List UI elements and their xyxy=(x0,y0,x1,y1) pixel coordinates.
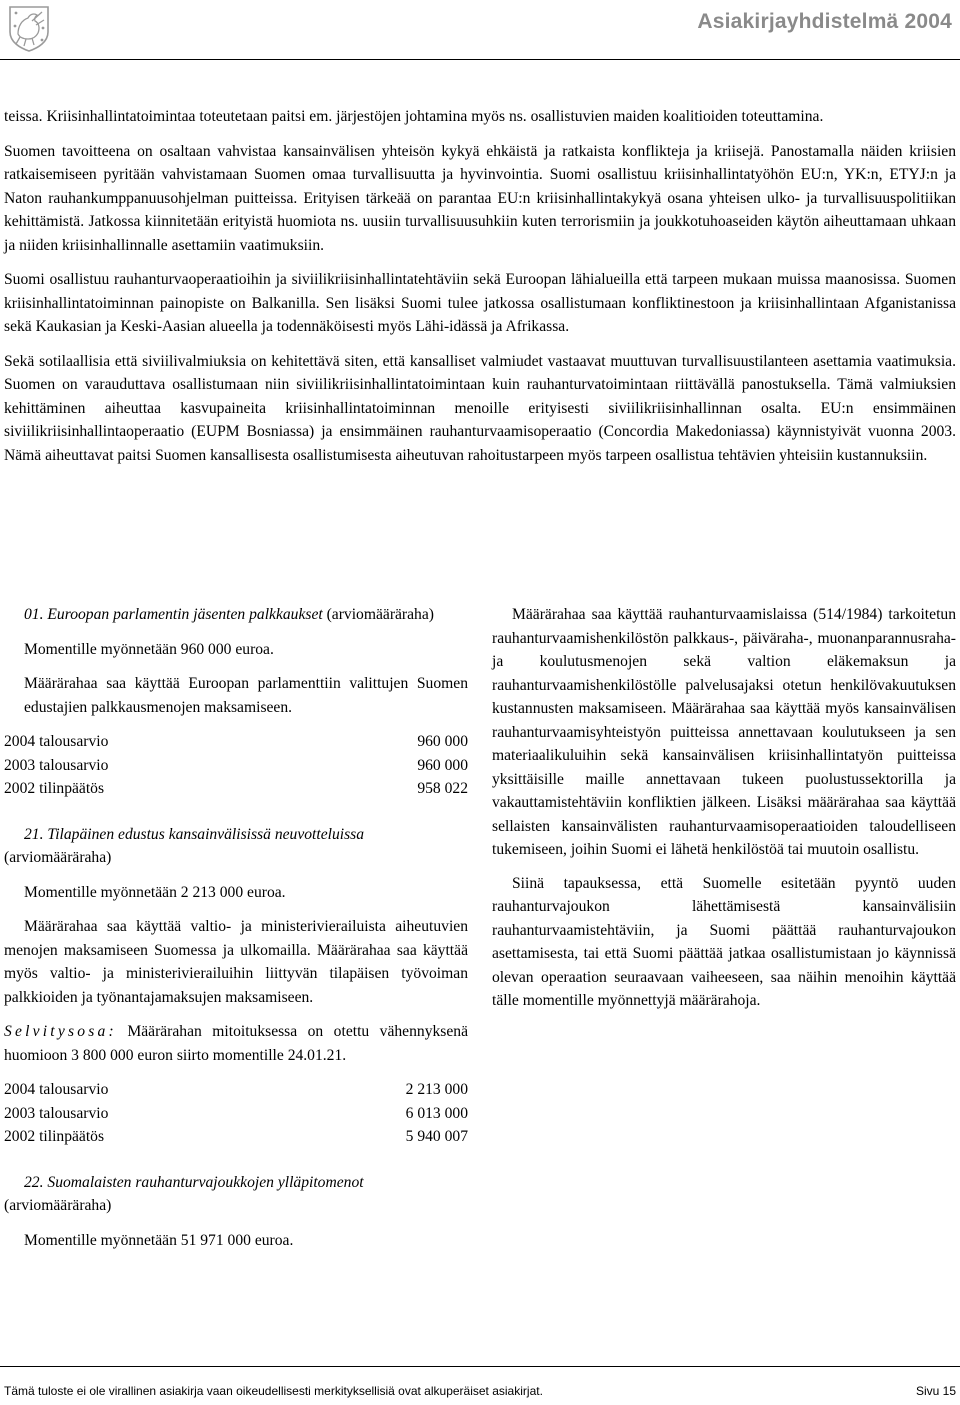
item-title: Suomalaisten rauhanturvajoukkojen ylläpitomenot xyxy=(47,1173,364,1191)
left-column xyxy=(4,603,468,1263)
budget-row: 2003 talousarvio 960 000 xyxy=(4,756,468,774)
explanation-label: Selvitysosa: xyxy=(4,1023,117,1040)
footer-notice: Tämä tuloste ei ole virallinen asiakirja vaan oikeudellisesti merkityksellisiä ovat alkuperäiset asiakirjat. xyxy=(4,1384,543,1398)
item-title: Tilapäinen edustus kansainvälisissä neuvotteluissa xyxy=(47,825,365,843)
item-number: 01. xyxy=(24,606,44,623)
item-heading-21 xyxy=(4,823,468,870)
appropriation: Momentille myönnetään 51 971 000 euroa. xyxy=(24,1231,294,1249)
item-heading-22 xyxy=(4,1171,468,1218)
paragraph: Sekä sotilaallisia että siviilivalmiuksia on kehitettävä siten, että kansalliset valmiudet vastaavat muuttuvan turvallisuustilanteen asettamia vaatimuksia. Suomen on varauduttava osallistumaan niin siviilikriisinhallintatoimintaan kuin rauhanturvatoimintaan riittävällä panostuksella. Tämä valmiuksien kehittäminen aiheuttaa kasvupaineita kriisinhallintatoiminnan menoille erityisesti siviilikriisinhallinnan osalta. EU:n ensimmäinen siviilikriisinhallintaoperaatio (EUPM Bosniassa) ja ensimmäinen rauhanturvaamisoperaatio (Concordia Makedoniassa) käynnistyivät vuonna 2003. Nämä aiheuttavat paitsi Suomen kansallisesta osallistumisesta aiheutuvan rahoitustarpeen myös tarpeen osallistua tehtävien yhteisiin kustannuksiin. xyxy=(4,352,956,464)
coat-of-arms-logo xyxy=(6,4,52,52)
budget-row: 2002 tilinpäätös 958 022 xyxy=(4,780,468,797)
item-number: 21. xyxy=(24,825,44,843)
budget-row: 2004 talousarvio 960 000 xyxy=(4,733,468,750)
budget-row: 2002 tilinpäätös 5 940 007 xyxy=(4,1128,468,1145)
paragraph: Siinä tapauksessa, että Suomelle esitetään pyyntö uuden rauhanturvajoukon lähettämisestä kansainvälisiin rauhanturvaamistehtäviin, ja Suomi päättää rauhanturvajoukon asettamisesta, tai että Suomi päättää jatkaa osallistumistaan jo käynnissä olevan operaation seuraavaan vaiheeseen, saa näihin menoihin käyttää tälle momentille myönnettyjä määrärahoja. xyxy=(492,874,956,1009)
appropriation: Momentille myönnetään 960 000 euroa. xyxy=(24,640,274,658)
item-type: (arviomääräraha) xyxy=(326,606,434,623)
budget-table-21 xyxy=(4,1078,468,1149)
footer-divider xyxy=(0,1366,960,1367)
item-type: (arviomääräraha) xyxy=(4,1197,112,1214)
page-number: Sivu 15 xyxy=(915,1384,956,1398)
intro-text xyxy=(4,105,956,478)
paragraph: Suomen tavoitteena on osaltaan vahvistaa kansainvälisen yhteisön kykyä ehkäistä ja ratkaista konflikteja ja kriisejä. Panostamalla näiden kriisien ratkaisemiseen pyritään vahvistamaan Suomen omaa turvallisuutta ja hyvinvointia. Suomi osallistuu kriisinhallintatyöhön EU:n, YK:n, ETYJ:n ja Naton rauhankumppanuusohjelman puitteissa. Erityisen tärkeää on parantaa EU:n kriisinhallintakykyä osana yhteisen ulko- ja turvallisuuspolitiikan kehittämistä. Jatkossa kiinnitetään erityistä huomiota ns. uusiin turvallisuusuhkiin kuten terrorismiin ja joukkotuhoaseiden käytön aiheuttamaan uhkaan ja niiden kriisinhallinnalle asettamiin vaatimuksiin. xyxy=(4,142,956,254)
paragraph: Määrärahaa saa käyttää rauhanturvaamislaissa (514/1984) tarkoitetun rauhanturvaamishenkilöstön palkkaus-, päiväraha-, muonanparannusraha- ja koulutusmenojen sekä valtion eläkemaksun ja rauhanturvaamishenkilöstölle palvelusajaksi otetun henkilövakuutuksen kustannusten maksamiseen. Määrärahaa saa käyttää myös kansainvälisen rauhanturvaamisyhteistyön puitteissa annettavaan koulutukseen ja sen materiaalikuluihin sekä kansainvälisen kriisinhallintatyön puitteissa yksittäisille maille annettavaan tukeen puolustussektorilla ja vakauttamistehtäviin konfliktien jälkeen. Lisäksi määrärahaa saa käyttää sellaisten kansainvälisten rauhanturvaamisoperaatioiden taloudelliseen tukemiseen, joihin Suomi ei lähetä henkilöstöä tai muutoin osallistu. xyxy=(492,606,956,858)
item-number: 22. xyxy=(24,1173,44,1191)
paragraph: Suomi osallistuu rauhanturvaoperaatioihin ja siviilikriisinhallintatehtäviin sekä Euroopan lähialueilla että tarpeen mukaan muissa maanosissa. Suomen kriisinhallintatoiminnan painopiste on Balkanilla. Sen lisäksi Suomi tulee jatkossa osallistumaan konfliktinestoon ja kriisinhallintaan Afganistanissa sekä Kaukasian ja Keski-Aasian alueella ja todennäköisesti myös Lähi-idässä ja Afrikassa. xyxy=(4,271,956,335)
item-title: Euroopan parlamentin jäsenten palkkaukset xyxy=(47,606,323,623)
budget-table-01 xyxy=(4,730,468,801)
header-divider xyxy=(0,59,960,60)
right-column xyxy=(492,603,956,1023)
budget-row: 2003 talousarvio 6 013 000 xyxy=(4,1104,468,1122)
appropriation: Momentille myönnetään 2 213 000 euroa. xyxy=(24,883,286,901)
item-heading-01 xyxy=(4,603,468,627)
item-text: Määrärahaa saa käyttää Euroopan parlamenttiin valittujen Suomen edustajien palkkausmenojen maksamiseen. xyxy=(24,675,468,716)
document-title: Asiakirjayhdistelmä 2004 xyxy=(697,10,952,33)
item-type: (arviomääräraha) xyxy=(4,849,112,866)
item-text: Määrärahaa saa käyttää valtio- ja ministerivierailuista aiheutuvien menojen maksamiseen Suomessa ja ulkomailla. Määrärahaa saa käyttää myös valtio- ja ministerivierailuihin liittyvän tilapäisen työvoiman palkkioiden ja työnantajamaksujen maksamiseen. xyxy=(4,918,468,1006)
budget-row: 2004 talousarvio 2 213 000 xyxy=(4,1081,468,1098)
explanation: Selvitysosa: Määrärahan mitoituksessa on otettu vähennyksenä huomioon 3 800 000 euron siirto momentille 24.01.21. xyxy=(4,1023,468,1064)
paragraph: teissa. Kriisinhallintatoimintaa toteutetaan paitsi em. järjestöjen johtamina myös ns. osallistuvien maiden koalitioiden toteuttamina. xyxy=(4,108,824,125)
